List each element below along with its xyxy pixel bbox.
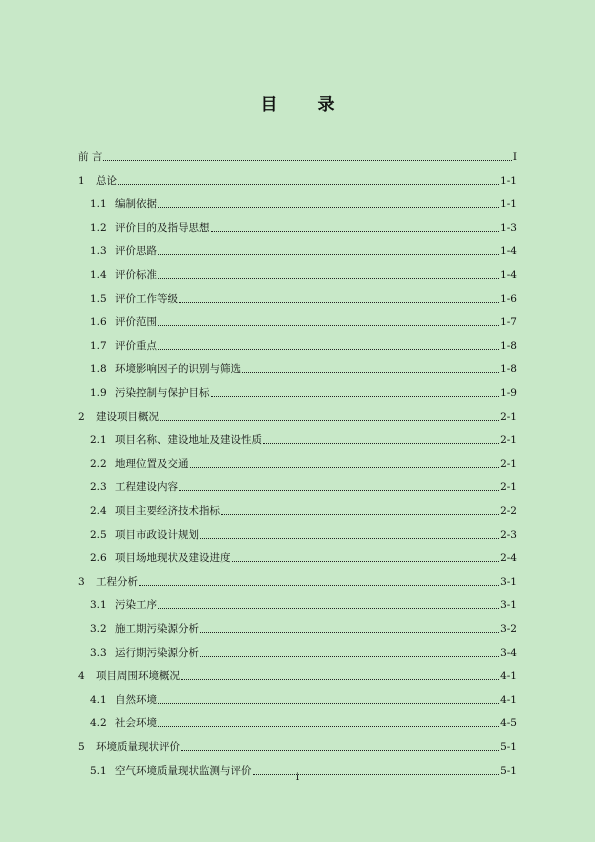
toc-entry-page: I bbox=[512, 151, 517, 163]
toc-leader-dots bbox=[118, 183, 499, 185]
toc-leader-dots bbox=[139, 584, 499, 586]
toc-entry-page: 2-3 bbox=[500, 528, 517, 541]
toc-entry-page: 1-1 bbox=[500, 198, 517, 211]
toc-entry-page: 3-1 bbox=[500, 599, 517, 612]
toc-entry-text: 项目场地现状及建设进度 bbox=[115, 552, 231, 565]
toc-entry[interactable] bbox=[90, 195, 517, 211]
toc-entry[interactable] bbox=[78, 408, 517, 424]
toc-entry-text: 评价工作等级 bbox=[115, 292, 178, 305]
toc-entry-page: 1-8 bbox=[500, 363, 517, 376]
toc-entry[interactable] bbox=[90, 384, 517, 400]
toc-entry-preface[interactable] bbox=[78, 148, 517, 164]
page-title bbox=[0, 90, 595, 115]
toc-entry-page: 1-4 bbox=[500, 245, 517, 258]
toc-entry-number: 2 bbox=[78, 410, 85, 423]
toc-leader-dots bbox=[181, 749, 499, 751]
toc-entry-number: 1.1 bbox=[90, 198, 107, 211]
toc-entry-text: 工程分析 bbox=[96, 575, 138, 588]
toc-entry-text: 评价范围 bbox=[115, 316, 157, 329]
toc-leader-dots bbox=[158, 324, 499, 326]
toc-leader-dots bbox=[181, 678, 499, 680]
toc-entry-number: 2.1 bbox=[90, 434, 107, 447]
toc-entry-page: 4-5 bbox=[500, 717, 517, 730]
toc-entry-page: 5-1 bbox=[500, 741, 517, 753]
toc-entry-text: 环境影响因子的识别与筛选 bbox=[115, 363, 241, 376]
toc-entry[interactable] bbox=[90, 313, 517, 329]
toc-entry-text: 社会环境 bbox=[115, 717, 157, 730]
toc-entry-text: 污染控制与保护目标 bbox=[115, 387, 210, 399]
toc-entry-number: 1.8 bbox=[90, 363, 107, 376]
page-number: i bbox=[295, 772, 300, 783]
toc-entry[interactable] bbox=[78, 573, 517, 589]
toc-entry-text: 评价目的及指导思想 bbox=[115, 221, 210, 234]
toc-entry-text: 污染工序 bbox=[115, 599, 157, 612]
toc-leader-dots bbox=[200, 631, 499, 633]
toc-entry-number: 2.3 bbox=[90, 481, 107, 494]
toc-entry-page: 4-1 bbox=[500, 693, 517, 706]
toc-leader-dots bbox=[263, 442, 499, 444]
toc-leader-dots bbox=[232, 560, 500, 562]
toc-entry-number: 2.4 bbox=[90, 505, 107, 517]
toc-leader-dots bbox=[158, 277, 499, 279]
toc-leader-dots bbox=[179, 301, 499, 303]
toc-entry-number: 4.2 bbox=[90, 717, 107, 730]
toc-entry[interactable] bbox=[90, 290, 517, 306]
toc-entry-text: 自然环境 bbox=[115, 693, 157, 706]
toc-leader-dots bbox=[158, 348, 499, 350]
toc-entry-page: 3-4 bbox=[500, 646, 517, 659]
toc-entry-page: 1-3 bbox=[500, 221, 517, 234]
toc-entry-number: 5.1 bbox=[90, 764, 107, 777]
toc-entry-page: 5-1 bbox=[500, 764, 517, 777]
toc-entry-number: 3.3 bbox=[90, 646, 107, 659]
toc-leader-dots bbox=[200, 537, 499, 539]
toc-entry-number: 1.5 bbox=[90, 292, 107, 305]
toc-entry-number: 2.2 bbox=[90, 457, 107, 470]
toc-entry[interactable] bbox=[90, 478, 517, 494]
toc-entry[interactable] bbox=[90, 620, 517, 636]
toc-entry[interactable] bbox=[90, 242, 517, 258]
toc-leader-dots bbox=[190, 466, 500, 468]
toc-entry-text: 项目名称、建设地址及建设性质 bbox=[115, 434, 262, 447]
toc-entry[interactable] bbox=[90, 714, 517, 730]
toc-entry-text: 环境质量现状评价 bbox=[96, 741, 180, 753]
toc-entry-text: 建设项目概况 bbox=[96, 410, 159, 423]
toc-entry-page: 3-1 bbox=[500, 575, 517, 588]
toc-entry-text: 运行期污染源分析 bbox=[115, 646, 199, 659]
toc-entry[interactable] bbox=[90, 526, 517, 542]
toc-entry-text: 项目周围环境概况 bbox=[96, 670, 180, 683]
toc-entry-page: 1-1 bbox=[500, 174, 517, 187]
toc-entry-number: 4 bbox=[78, 670, 85, 683]
toc-leader-dots bbox=[211, 230, 500, 232]
toc-entry-number: 1 bbox=[78, 174, 85, 187]
toc-entry-page: 2-1 bbox=[500, 457, 517, 470]
toc-entry-text: 编制依据 bbox=[115, 198, 157, 211]
toc-leader-dots bbox=[158, 253, 499, 255]
toc-entry[interactable] bbox=[90, 360, 517, 376]
toc-entry-number: 1.7 bbox=[90, 339, 107, 352]
toc-entry-page: 1-9 bbox=[500, 387, 517, 399]
toc-entry-page: 1-8 bbox=[500, 339, 517, 352]
toc-entry[interactable] bbox=[90, 691, 517, 707]
toc-entry-page: 2-1 bbox=[500, 410, 517, 423]
toc-leader-dots bbox=[242, 371, 499, 373]
toc-entry[interactable] bbox=[90, 596, 517, 612]
toc-leader-dots bbox=[200, 655, 499, 657]
toc-entry-text: 前 言 bbox=[78, 151, 103, 163]
toc-entry[interactable] bbox=[90, 219, 517, 235]
toc-entry[interactable] bbox=[90, 455, 517, 471]
toc-entry[interactable] bbox=[90, 431, 517, 447]
toc-entry-number: 1.9 bbox=[90, 387, 107, 399]
toc-entry[interactable] bbox=[90, 337, 517, 353]
toc-entry-page: 1-4 bbox=[500, 269, 517, 281]
toc-entry-page: 3-2 bbox=[500, 623, 517, 635]
toc-entry-page: 1-7 bbox=[500, 316, 517, 329]
toc-entry-number: 4.1 bbox=[90, 693, 107, 706]
toc-leader-dots bbox=[158, 607, 499, 609]
toc-entry-number: 3.2 bbox=[90, 623, 107, 635]
title-char-2: 录 bbox=[317, 95, 335, 115]
toc-entry-text: 评价重点 bbox=[115, 339, 157, 352]
toc-entry-number: 1.3 bbox=[90, 245, 107, 258]
toc-entry-text: 地理位置及交通 bbox=[115, 457, 189, 470]
toc-entry[interactable] bbox=[90, 549, 517, 565]
toc-entry-number: 1.6 bbox=[90, 316, 107, 329]
toc-leader-dots bbox=[179, 489, 499, 491]
toc-entry[interactable] bbox=[78, 667, 517, 683]
toc-entry-number: 3.1 bbox=[90, 599, 107, 612]
toc-entry-text: 评价标准 bbox=[115, 269, 157, 281]
toc-entry-text: 评价思路 bbox=[115, 245, 157, 258]
toc-entry[interactable] bbox=[78, 738, 517, 754]
toc-entry-text: 空气环境质量现状监测与评价 bbox=[115, 764, 252, 777]
toc-entry-number: 5 bbox=[78, 741, 85, 753]
toc-entry[interactable] bbox=[90, 644, 517, 660]
toc-entry-text: 工程建设内容 bbox=[115, 481, 178, 494]
toc-entry[interactable] bbox=[90, 502, 517, 518]
toc-leader-dots bbox=[158, 702, 499, 704]
toc-entry-page: 2-1 bbox=[500, 481, 517, 494]
toc-leader-dots bbox=[103, 159, 512, 161]
toc-entry-number: 1.4 bbox=[90, 269, 107, 281]
toc-entry-text: 项目主要经济技术指标 bbox=[115, 505, 220, 517]
toc-entry-number: 1.2 bbox=[90, 221, 107, 234]
toc-entry[interactable] bbox=[90, 266, 517, 282]
toc-entry-page: 4-1 bbox=[500, 670, 517, 683]
title-char-1: 目 bbox=[260, 95, 278, 115]
toc-entry-page: 2-4 bbox=[500, 552, 517, 565]
toc-leader-dots bbox=[158, 725, 499, 727]
toc-leader-dots bbox=[160, 419, 499, 421]
toc-entry-number: 2.6 bbox=[90, 552, 107, 565]
toc-entry-text: 项目市政设计规划 bbox=[115, 528, 199, 541]
toc-leader-dots bbox=[211, 395, 500, 397]
toc-entry-page: 2-2 bbox=[500, 505, 517, 517]
toc-leader-dots bbox=[158, 206, 499, 208]
toc-entry-page: 2-1 bbox=[500, 434, 517, 447]
toc-entry-number: 3 bbox=[78, 575, 85, 588]
toc-leader-dots bbox=[221, 513, 499, 515]
toc-entry[interactable] bbox=[78, 172, 517, 188]
toc-entry-text: 总论 bbox=[96, 174, 117, 187]
toc-entry-text: 施工期污染源分析 bbox=[115, 623, 199, 635]
toc-entry-number: 2.5 bbox=[90, 528, 107, 541]
toc-entry-page: 1-6 bbox=[500, 292, 517, 305]
